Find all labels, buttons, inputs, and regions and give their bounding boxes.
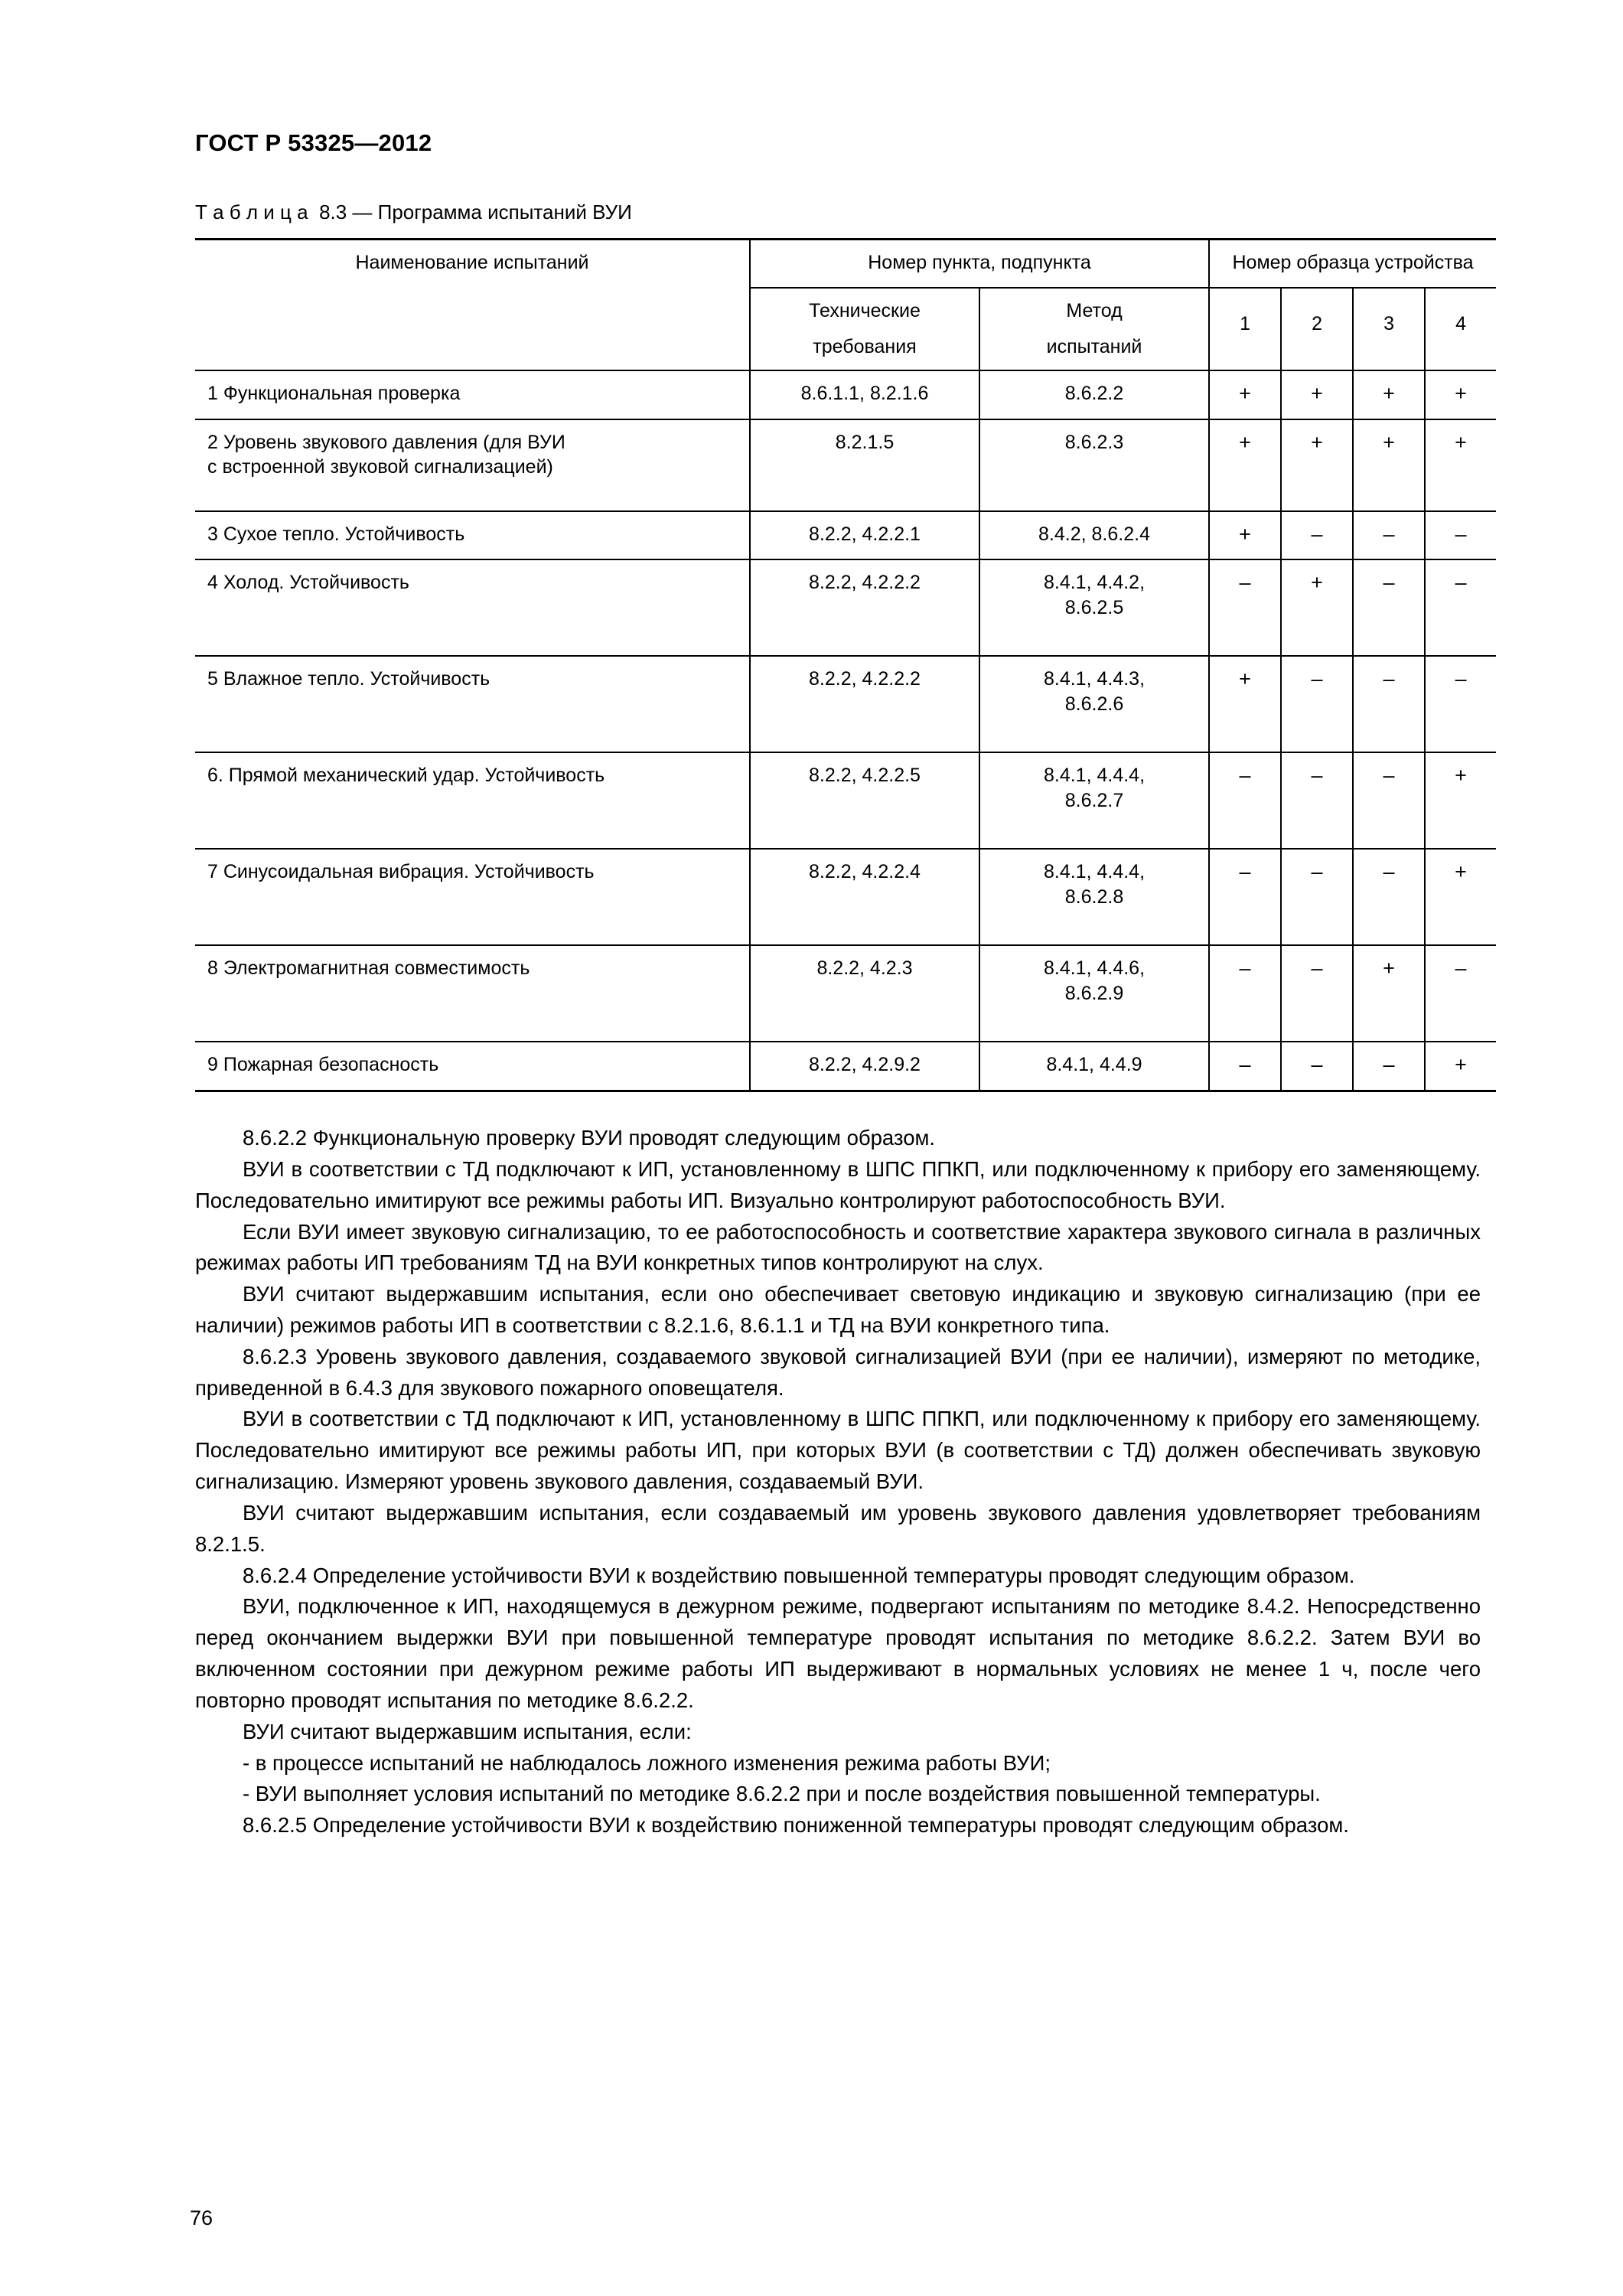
row-method-line1: 8.4.1, 4.4.4,: [1043, 765, 1146, 787]
row-requirements-text: 8.2.1.5: [835, 431, 895, 453]
row-sample-1: [1209, 419, 1281, 511]
row-sample-4-mark: +: [1455, 860, 1467, 884]
row-sample-4: [1425, 511, 1496, 560]
row-requirements-text: 8.2.2, 4.2.2.2: [809, 668, 921, 690]
row-sample-2: [1281, 370, 1353, 419]
row-sample-2: [1281, 1042, 1353, 1091]
row-sample-1: [1209, 559, 1281, 656]
table-row: [195, 419, 1496, 511]
row-sample-1-mark: –: [1239, 1053, 1251, 1077]
row-requirements: [750, 370, 979, 419]
row-sample-3-mark: +: [1383, 430, 1395, 454]
row-test-name: [195, 419, 750, 511]
row-method-line2: 8.6.2.6: [1064, 693, 1124, 715]
row-sample-2-mark: +: [1311, 430, 1323, 454]
row-sample-2-mark: +: [1311, 571, 1323, 595]
row-sample-2: [1281, 656, 1353, 752]
row-method-line2: 8.6.2.5: [1064, 596, 1124, 618]
row-method: [979, 945, 1209, 1042]
row-requirements: [750, 419, 979, 511]
row-method: [979, 752, 1209, 849]
row-method-line1: 8.4.1, 4.4.3,: [1043, 668, 1146, 690]
row-method: [979, 1042, 1209, 1091]
row-sample-1: [1209, 656, 1281, 752]
row-sample-3: [1353, 419, 1425, 511]
row-sample-4: [1425, 849, 1496, 945]
table-row: [195, 945, 1496, 1042]
table-row: [195, 752, 1496, 849]
row-test-name-text: 6. Прямой механический удар. Устойчивость: [207, 765, 605, 787]
row-method: [979, 419, 1209, 511]
row-method: [979, 511, 1209, 560]
header-cell-sample-1: [1209, 288, 1281, 370]
row-requirements-text: 8.2.2, 4.2.2.4: [809, 861, 921, 883]
row-sample-4-mark: –: [1455, 571, 1467, 595]
header-cell-clause-group: [750, 240, 1209, 288]
header-cell-sample-2: [1281, 288, 1353, 370]
row-sample-3: [1353, 945, 1425, 1042]
row-sample-2: [1281, 419, 1353, 511]
row-sample-1: [1209, 370, 1281, 419]
header-label-sample-2: 2: [1312, 312, 1322, 334]
row-method-line2: 8.6.2.9: [1064, 982, 1124, 1004]
row-method-line1: 8.4.1, 4.4.2,: [1043, 572, 1146, 594]
row-sample-4-mark: +: [1455, 1053, 1467, 1077]
page-number: 76: [190, 2206, 213, 2229]
table-caption: Т а б л и ц а 8.3 — Программа испытаний ВУИ: [195, 201, 632, 224]
row-sample-1: [1209, 1042, 1281, 1091]
header-label-sample-1: 1: [1240, 312, 1250, 334]
row-sample-2: [1281, 849, 1353, 945]
row-sample-1-mark: +: [1239, 381, 1251, 405]
row-sample-3: [1353, 849, 1425, 945]
table-row: [195, 511, 1496, 560]
header-label-sample-4: 4: [1455, 312, 1466, 334]
row-sample-2-mark: –: [1311, 667, 1323, 691]
header-cell-method: [979, 288, 1209, 370]
row-sample-4: [1425, 370, 1496, 419]
row-sample-2: [1281, 752, 1353, 849]
row-sample-4-mark: –: [1455, 667, 1467, 691]
row-requirements-text: 8.2.2, 4.2.2.1: [809, 523, 921, 545]
row-requirements-text: 8.2.2, 4.2.2.2: [809, 572, 921, 594]
table-row: [195, 1042, 1496, 1091]
row-test-name: [195, 752, 750, 849]
body-text-block: [195, 1123, 1481, 1841]
header-label-sample-3: 3: [1383, 312, 1394, 334]
header-label-requirements-line1: Технические: [809, 299, 921, 321]
row-sample-4: [1425, 945, 1496, 1042]
row-method-line2: 8.6.2.8: [1064, 885, 1124, 908]
row-sample-1-mark: –: [1239, 764, 1251, 788]
row-sample-4-mark: –: [1455, 957, 1467, 980]
paragraph-8-6-2-2: 8.6.2.2 Функциональную проверку ВУИ проводят следующим образом.: [243, 1126, 936, 1150]
row-requirements-text: 8.2.2, 4.2.2.5: [809, 765, 921, 787]
row-test-name-text: 8 Электромагнитная совместимость: [207, 957, 530, 980]
paragraph-8-6-2-4: 8.6.2.4 Определение устойчивости ВУИ к воздействию повышенной температуры проводят следующим образом.: [243, 1563, 1355, 1587]
row-sample-2: [1281, 511, 1353, 560]
row-requirements: [750, 849, 979, 945]
row-sample-2-mark: –: [1311, 764, 1323, 788]
header-cell-sample-4: [1425, 288, 1496, 370]
header-label-test-name: Наименование испытаний: [355, 252, 589, 274]
row-test-name-text: 5 Влажное тепло. Устойчивость: [207, 668, 490, 690]
row-sample-3-mark: +: [1383, 381, 1395, 405]
row-sample-2-mark: +: [1311, 381, 1323, 405]
row-sample-1-mark: +: [1239, 667, 1251, 691]
row-sample-2-mark: –: [1311, 860, 1323, 884]
header-cell-sample-group: [1209, 240, 1496, 288]
row-test-name: [195, 945, 750, 1042]
list-item-meets-conditions: - ВУИ выполняет условия испытаний по методике 8.6.2.2 при и после воздействия повышенной температуры.: [243, 1782, 1321, 1806]
row-method-line1: 8.4.1, 4.4.4,: [1043, 861, 1146, 883]
row-sample-3: [1353, 511, 1425, 560]
row-test-name-text: 9 Пожарная безопасность: [207, 1054, 439, 1076]
row-sample-2: [1281, 945, 1353, 1042]
test-program-table: [195, 238, 1496, 1092]
row-sample-1: [1209, 945, 1281, 1042]
header-label-method-line2: испытаний: [1046, 336, 1142, 358]
paragraph-sound-signaling: Если ВУИ имеет звуковую сигнализацию, то ее работоспособность и соответствие характера звукового сигнала в различных режимах работы ИП требованиям ТД на ВУИ конкретных типов контролируют на слух.: [195, 1219, 1481, 1275]
header-cell-requirements: [750, 288, 979, 370]
row-sample-3-mark: –: [1383, 860, 1395, 884]
row-test-name-text: 2 Уровень звукового давления (для ВУИ: [207, 431, 565, 453]
paragraph-high-temp-method: ВУИ, подключенное к ИП, находящемуся в дежурном режиме, подвергают испытаниям по методике 8.4.2. Непосредственно перед окончанием выдержки ВУИ при повышенной температуре проводят испытания по методике 8.6.2.2. Затем ВУИ во включенном состоянии при дежурном режиме работы ИП выдерживают в нормальных условиях не менее 1 ч, после чего повторно проводят испытания по методике 8.6.2.2.: [195, 1594, 1481, 1712]
row-requirements-text: 8.2.2, 4.2.9.2: [809, 1054, 921, 1076]
running-header: ГОСТ Р 53325—2012: [195, 129, 432, 156]
row-method-line1: 8.6.2.3: [1064, 431, 1124, 453]
row-sample-4: [1425, 559, 1496, 656]
row-sample-4-mark: +: [1455, 381, 1467, 405]
row-test-name-text: 3 Сухое тепло. Устойчивость: [207, 523, 465, 545]
row-sample-4: [1425, 1042, 1496, 1091]
row-sample-3-mark: –: [1383, 667, 1395, 691]
row-test-name: [195, 1042, 750, 1091]
row-sample-3-mark: –: [1383, 522, 1395, 546]
row-test-name-text-line2: с встроенной звуковой сигнализацией): [207, 456, 553, 478]
row-test-name: [195, 849, 750, 945]
row-sample-1: [1209, 511, 1281, 560]
row-sample-3-mark: –: [1383, 571, 1395, 595]
paragraph-pass-criteria-3: ВУИ считают выдержавшим испытания, если:: [243, 1719, 692, 1743]
row-sample-1-mark: –: [1239, 860, 1251, 884]
row-sample-4-mark: +: [1455, 430, 1467, 454]
row-requirements: [750, 945, 979, 1042]
row-requirements: [750, 1042, 979, 1091]
row-test-name-text: 7 Синусоидальная вибрация. Устойчивость: [207, 861, 595, 883]
row-sample-3-mark: –: [1383, 1053, 1395, 1077]
row-requirements: [750, 752, 979, 849]
row-sample-2-mark: –: [1311, 957, 1323, 980]
row-method-line1: 8.4.1, 4.4.9: [1046, 1054, 1142, 1076]
list-item-no-false-change: - в процессе испытаний не наблюдалось ложного изменения режима работы ВУИ;: [243, 1750, 1051, 1775]
paragraph-8-6-2-3: 8.6.2.3 Уровень звукового давления, создаваемого звуковой сигнализацией ВУИ (при ее наличии), измеряют по методике, приведенной в 6.4.3 для звукового пожарного оповещателя.: [195, 1344, 1481, 1400]
paragraph-vui-connection-2: ВУИ в соответствии с ТД подключают к ИП, установленному в ШПС ППКП, или подключенному к прибору его заменяющему. Последовательно имитируют все режимы работы ИП, при которых ВУИ (в соответствии с ТД) должен обеспечивать звуковую сигнализацию. Измеряют уровень звукового давления, создаваемый ВУИ.: [195, 1407, 1481, 1494]
header-cell-test-name: [195, 240, 750, 370]
header-cell-sample-3: [1353, 288, 1425, 370]
row-sample-1-mark: –: [1239, 957, 1251, 980]
row-test-name-text: 4 Холод. Устойчивость: [207, 572, 409, 594]
row-requirements: [750, 559, 979, 656]
row-method: [979, 559, 1209, 656]
row-sample-4: [1425, 419, 1496, 511]
row-sample-1-mark: –: [1239, 571, 1251, 595]
row-sample-1-mark: +: [1239, 430, 1251, 454]
row-sample-4-mark: –: [1455, 522, 1467, 546]
row-test-name: [195, 370, 750, 419]
row-sample-1: [1209, 849, 1281, 945]
row-sample-1: [1209, 752, 1281, 849]
row-method-line1: 8.6.2.2: [1064, 382, 1124, 404]
row-sample-3: [1353, 370, 1425, 419]
header-label-sample-group: Номер образца устройства: [1232, 252, 1474, 274]
table-header-row-1: [195, 240, 1496, 288]
row-test-name: [195, 559, 750, 656]
row-method: [979, 370, 1209, 419]
row-sample-3-mark: +: [1383, 957, 1395, 980]
paragraph-8-6-2-5: 8.6.2.5 Определение устойчивости ВУИ к воздействию пониженной температуры проводят следующим образом.: [243, 1813, 1349, 1838]
row-requirements-text: 8.6.1.1, 8.2.1.6: [800, 382, 929, 404]
row-requirements: [750, 656, 979, 752]
row-sample-2-mark: –: [1311, 1053, 1323, 1077]
row-requirements: [750, 511, 979, 560]
row-sample-4: [1425, 752, 1496, 849]
page-content: [195, 130, 1496, 1841]
row-method-line2: 8.6.2.7: [1064, 789, 1124, 811]
header-label-method-line1: Метод: [1066, 299, 1123, 321]
row-method-line1: 8.4.1, 4.4.6,: [1043, 957, 1146, 980]
row-sample-3: [1353, 559, 1425, 656]
row-sample-3-mark: –: [1383, 764, 1395, 788]
table-row: [195, 656, 1496, 752]
row-sample-2: [1281, 559, 1353, 656]
row-sample-1-mark: +: [1239, 522, 1251, 546]
table-row: [195, 849, 1496, 945]
table-row: [195, 370, 1496, 419]
row-test-name-text: 1 Функциональная проверка: [207, 382, 461, 404]
header-label-clause-group: Номер пункта, подпункта: [868, 252, 1091, 274]
header-label-requirements-line2: требования: [813, 336, 917, 358]
table-row: [195, 559, 1496, 656]
row-sample-2-mark: –: [1311, 522, 1323, 546]
row-sample-3: [1353, 656, 1425, 752]
row-method: [979, 849, 1209, 945]
row-test-name: [195, 656, 750, 752]
row-sample-4-mark: +: [1455, 764, 1467, 788]
paragraph-vui-connection: ВУИ в соответствии с ТД подключают к ИП, установленному в ШПС ППКП, или подключенному к прибору его заменяющему. Последовательно имитируют все режимы работы ИП. Визуально контролируют работоспособность ВУИ.: [195, 1156, 1481, 1212]
row-requirements-text: 8.2.2, 4.2.3: [816, 957, 913, 980]
row-sample-3: [1353, 752, 1425, 849]
row-sample-4: [1425, 656, 1496, 752]
row-sample-3: [1353, 1042, 1425, 1091]
paragraph-pass-criteria-1: ВУИ считают выдержавшим испытания, если оно обеспечивает световую индикацию и звуковую сигнализацию (при ее наличии) режимов работы ИП в соответствии с 8.2.1.6, 8.6.1.1 и ТД на ВУИ конкретного типа.: [195, 1282, 1481, 1337]
paragraph-pass-criteria-2: ВУИ считают выдержавшим испытания, если создаваемый им уровень звукового давления удовлетворяет требованиям 8.2.1.5.: [195, 1500, 1481, 1556]
row-method: [979, 656, 1209, 752]
row-test-name: [195, 511, 750, 560]
row-method-line1: 8.4.2, 8.6.2.4: [1038, 523, 1150, 545]
